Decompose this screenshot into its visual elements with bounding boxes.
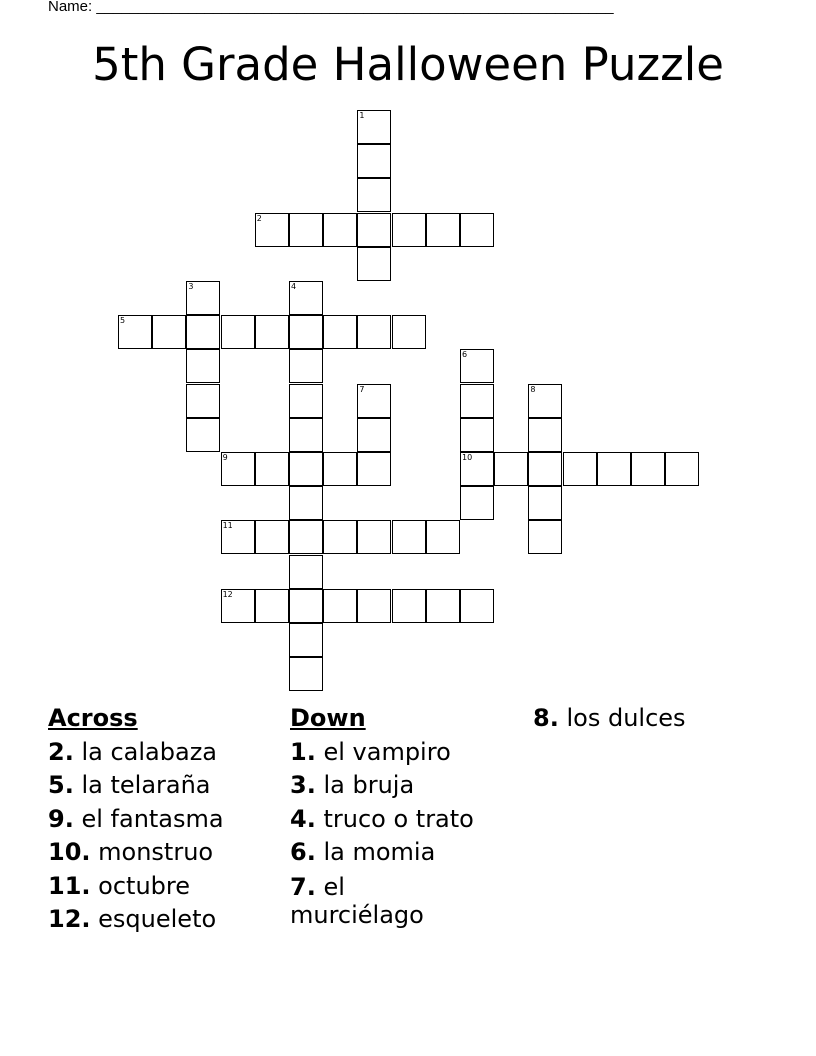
- crossword-cell[interactable]: [357, 144, 391, 178]
- crossword-cell[interactable]: [460, 589, 494, 623]
- crossword-cell[interactable]: [289, 315, 323, 349]
- crossword-cell[interactable]: [357, 178, 391, 212]
- crossword-cell[interactable]: [426, 520, 460, 554]
- crossword-cell[interactable]: [289, 452, 323, 486]
- clue-text: la bruja: [323, 771, 415, 799]
- clue-text: esqueleto: [98, 905, 217, 933]
- page-title: 5th Grade Halloween Puzzle: [92, 38, 724, 91]
- clue-text: el murciélago: [290, 872, 424, 929]
- clue-number: 6.: [290, 838, 316, 866]
- clue-text: los dulces: [566, 704, 686, 732]
- crossword-cell[interactable]: [255, 315, 289, 349]
- down-clue-1: [290, 736, 520, 770]
- crossword-cell[interactable]: [597, 452, 631, 486]
- cell-number: 8: [530, 384, 536, 394]
- clue-number: 2.: [48, 737, 74, 766]
- cell-number: 5: [120, 316, 126, 326]
- crossword-cell[interactable]: [426, 589, 460, 623]
- cell-number: 11: [222, 521, 233, 531]
- crossword-cell[interactable]: [357, 247, 391, 281]
- crossword-cell[interactable]: [357, 589, 391, 623]
- crossword-cell[interactable]: [118, 315, 152, 349]
- clue-text: la momia: [323, 838, 436, 866]
- crossword-cell[interactable]: [460, 418, 494, 452]
- across-heading: Across: [48, 704, 138, 732]
- cell-number: 3: [188, 282, 194, 291]
- crossword-cell[interactable]: [426, 213, 460, 247]
- crossword-cell[interactable]: [665, 452, 699, 486]
- crossword-cell[interactable]: [392, 213, 426, 247]
- crossword-cell[interactable]: [528, 384, 562, 418]
- cell-number: 4: [291, 282, 297, 291]
- crossword-cell[interactable]: [186, 418, 220, 452]
- down-clue-3: [290, 769, 520, 803]
- crossword-cell[interactable]: [392, 589, 426, 623]
- cell-number: 12: [222, 589, 233, 599]
- crossword-cell[interactable]: [221, 589, 255, 623]
- crossword-cell[interactable]: [392, 520, 426, 554]
- crossword-cell[interactable]: [289, 520, 323, 554]
- crossword-cell[interactable]: [323, 589, 357, 623]
- crossword-cell[interactable]: [357, 110, 391, 144]
- crossword-cell[interactable]: [357, 315, 391, 349]
- across-clue-11: [48, 870, 278, 904]
- clue-number: 11.: [48, 871, 91, 900]
- crossword-cell[interactable]: [460, 452, 494, 486]
- clue-text: la calabaza: [81, 737, 217, 766]
- crossword-cell[interactable]: [528, 520, 562, 554]
- across-clues: [48, 702, 278, 937]
- crossword-cell[interactable]: [255, 213, 289, 247]
- down-clue-7: [290, 873, 460, 929]
- clue-text: la telaraña: [81, 771, 211, 799]
- crossword-cell[interactable]: [357, 418, 391, 452]
- down-clue-4: [290, 803, 520, 837]
- crossword-cell[interactable]: [289, 555, 323, 589]
- crossword-cell[interactable]: [289, 418, 323, 452]
- crossword-cell[interactable]: [357, 452, 391, 486]
- crossword-cell[interactable]: [289, 349, 323, 383]
- cell-number: 7: [359, 384, 365, 394]
- down-clues-continued: [533, 702, 773, 736]
- crossword-cell[interactable]: [460, 349, 494, 383]
- crossword-cell[interactable]: [528, 486, 562, 520]
- clue-number: 3.: [290, 771, 316, 799]
- cell-number: 1: [359, 111, 365, 120]
- down-clue-6: [290, 836, 520, 870]
- crossword-cell[interactable]: [221, 520, 255, 554]
- crossword-cell[interactable]: [289, 623, 323, 657]
- clue-text: el vampiro: [323, 737, 451, 766]
- across-clue-12: [48, 903, 278, 937]
- clue-number: 7.: [290, 872, 316, 901]
- clue-number: 12.: [48, 905, 91, 933]
- clue-text: truco o trato: [323, 804, 474, 833]
- crossword-cell[interactable]: [289, 486, 323, 520]
- crossword-cell[interactable]: [460, 213, 494, 247]
- crossword-cell[interactable]: [255, 452, 289, 486]
- crossword-cell[interactable]: [186, 281, 220, 315]
- crossword-cell[interactable]: [357, 384, 391, 418]
- clue-text: el fantasma: [81, 804, 224, 833]
- cell-number: 6: [462, 350, 468, 360]
- crossword-cell[interactable]: [152, 315, 186, 349]
- crossword-cell[interactable]: [563, 452, 597, 486]
- cell-number: 9: [222, 453, 228, 462]
- clue-number: 8.: [533, 704, 559, 732]
- crossword-cell[interactable]: [323, 315, 357, 349]
- across-clue-5: [48, 769, 278, 803]
- crossword-cell[interactable]: [460, 384, 494, 418]
- crossword-cell[interactable]: [631, 452, 665, 486]
- down-heading: Down: [290, 704, 366, 732]
- crossword-cell[interactable]: [289, 281, 323, 315]
- crossword-cell[interactable]: [494, 452, 528, 486]
- crossword-cell[interactable]: [255, 589, 289, 623]
- crossword-cell[interactable]: [528, 452, 562, 486]
- crossword-cell[interactable]: [357, 520, 391, 554]
- crossword-cell[interactable]: [323, 213, 357, 247]
- clue-text: octubre: [98, 871, 190, 900]
- crossword-cell[interactable]: [221, 315, 255, 349]
- crossword-cell[interactable]: [289, 589, 323, 623]
- crossword-cell[interactable]: [528, 418, 562, 452]
- down-clue-8: [533, 702, 773, 736]
- crossword-cell[interactable]: [323, 452, 357, 486]
- crossword-cell[interactable]: [460, 486, 494, 520]
- crossword-cell[interactable]: [255, 520, 289, 554]
- crossword-cell[interactable]: [289, 213, 323, 247]
- clue-text: monstruo: [98, 838, 214, 866]
- across-clue-10: [48, 836, 278, 870]
- crossword-cell[interactable]: [186, 349, 220, 383]
- across-clue-9: [48, 803, 278, 837]
- crossword-cell[interactable]: [186, 384, 220, 418]
- crossword-cell[interactable]: [392, 315, 426, 349]
- crossword-cell[interactable]: [289, 657, 323, 691]
- crossword-cell[interactable]: [221, 452, 255, 486]
- name-field-label[interactable]: Name: ______________________________________________________________: [48, 0, 614, 15]
- cell-number: 2: [256, 213, 262, 223]
- clue-number: 10.: [48, 838, 91, 866]
- clue-number: 9.: [48, 804, 74, 833]
- cell-number: 10: [462, 453, 473, 462]
- clue-number: 5.: [48, 771, 74, 799]
- crossword-cell[interactable]: [186, 315, 220, 349]
- crossword-cell[interactable]: [357, 213, 391, 247]
- clue-number: 1.: [290, 737, 316, 766]
- clue-number: 4.: [290, 804, 316, 833]
- crossword-cell[interactable]: [323, 520, 357, 554]
- across-clue-2: [48, 736, 278, 770]
- down-clues: [290, 702, 520, 929]
- crossword-cell[interactable]: [289, 384, 323, 418]
